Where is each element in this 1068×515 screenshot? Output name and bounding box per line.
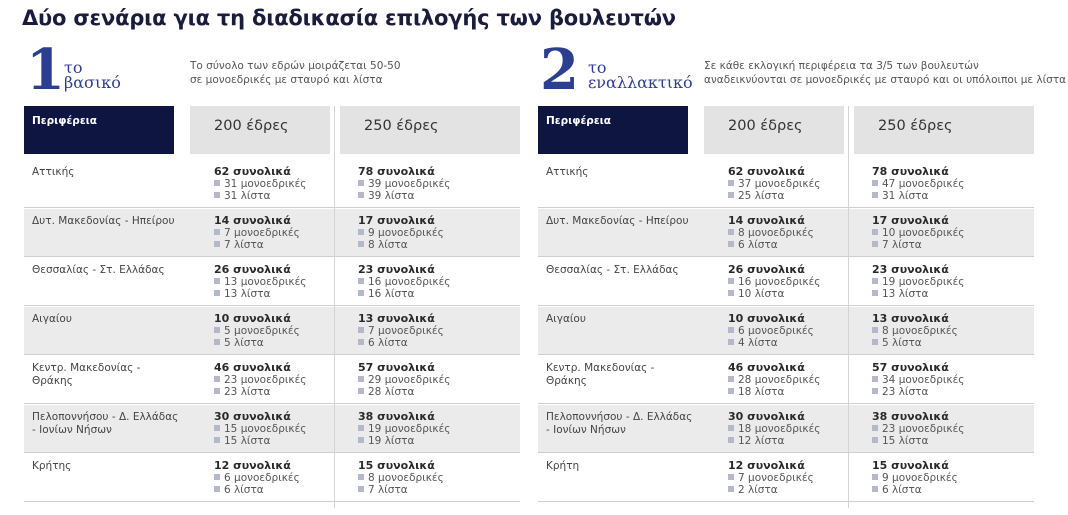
list-count: 19 λίστα [368, 435, 415, 447]
description-line2: αναδεικνύονται σε μονοεδρικές με σταυρό και οι υπόλοιποι με λίστα [704, 74, 1067, 86]
scenario-subtitle [588, 60, 693, 90]
seat-total: 57 συνολικά [872, 361, 949, 374]
table-row [538, 405, 1034, 453]
bullet-square-icon [728, 192, 734, 198]
region-name: Κεντρ. Μακεδονίας - Θράκης [32, 362, 141, 387]
bullet-square-icon [214, 278, 220, 284]
single-member-count: 8 μονοεδρικές [738, 227, 814, 239]
bullet-square-icon [728, 486, 734, 492]
bullet-square-icon [872, 339, 878, 345]
single-member-count: 6 μονοεδρικές [224, 472, 300, 484]
single-member-line [214, 472, 300, 484]
header-region: Περιφέρεια [538, 106, 688, 154]
single-member-count: 10 μονοεδρικές [882, 227, 965, 239]
scenario-panel [538, 37, 1067, 512]
region-name: Αττικής [32, 166, 75, 178]
single-member-line [728, 472, 814, 484]
table-row [24, 356, 520, 404]
list-line [728, 435, 820, 447]
single-member-line [728, 325, 814, 337]
list-count: 15 λίστα [882, 435, 929, 447]
bullet-square-icon [872, 474, 878, 480]
list-count: 6 λίστα [224, 484, 264, 496]
list-line [872, 337, 958, 349]
scenario-number: 1 [26, 37, 65, 103]
bullet-square-icon [872, 486, 878, 492]
single-member-line [214, 423, 306, 435]
table-row [538, 209, 1034, 257]
single-member-line [358, 374, 450, 386]
single-member-count: 7 μονοεδρικές [368, 325, 444, 337]
list-line [872, 190, 964, 202]
bullet-square-icon [214, 180, 220, 186]
bullet-square-icon [728, 437, 734, 443]
cell-200-seats [214, 264, 306, 300]
bullet-square-icon [358, 229, 364, 235]
region-name: Κρήτη [546, 460, 580, 472]
list-line [358, 190, 450, 202]
scenario-subtitle-line2: βασικό [64, 73, 121, 92]
bullet-square-icon [214, 229, 220, 235]
scenario-subtitle-line1: το [64, 58, 83, 77]
list-count: 8 λίστα [368, 239, 408, 251]
cell-200-seats [728, 264, 820, 300]
single-member-line [728, 374, 820, 386]
list-count: 7 λίστα [224, 239, 264, 251]
header-250-seats: 250 έδρες [854, 106, 1034, 154]
cell-200-seats [214, 362, 306, 398]
list-count: 10 λίστα [738, 288, 785, 300]
header-200-seats: 200 έδρες [704, 106, 844, 154]
cell-200-seats [728, 411, 820, 447]
scenario-subtitle-line1: το [588, 58, 607, 77]
seat-total: 46 συνολικά [728, 361, 805, 374]
single-member-count: 31 μονοεδρικές [224, 178, 307, 190]
single-member-count: 7 μονοεδρικές [224, 227, 300, 239]
table-row [538, 307, 1034, 355]
single-member-line [214, 374, 306, 386]
region-name: Αιγαίου [546, 313, 586, 325]
single-member-line [358, 423, 450, 435]
single-member-line [728, 276, 820, 288]
single-member-line [214, 276, 306, 288]
bullet-square-icon [358, 180, 364, 186]
cell-200-seats [728, 166, 820, 202]
bullet-square-icon [728, 278, 734, 284]
single-member-line [872, 325, 958, 337]
bullet-square-icon [358, 474, 364, 480]
single-member-count: 23 μονοεδρικές [882, 423, 965, 435]
list-line [728, 239, 814, 251]
bullet-square-icon [214, 388, 220, 394]
bullet-square-icon [728, 229, 734, 235]
list-count: 5 λίστα [224, 337, 264, 349]
bullet-square-icon [728, 474, 734, 480]
table-row [538, 356, 1034, 404]
seat-total: 78 συνολικά [358, 165, 435, 178]
bullet-square-icon [358, 486, 364, 492]
cell-250-seats [872, 166, 964, 202]
cell-200-seats [728, 313, 814, 349]
bullet-square-icon [872, 180, 878, 186]
list-line [214, 288, 306, 300]
scenario-number: 2 [540, 37, 579, 103]
scenario-description [704, 59, 1068, 87]
cell-200-seats [214, 411, 306, 447]
list-line [214, 435, 306, 447]
list-line [358, 386, 450, 398]
seat-total: 13 συνολικά [358, 312, 435, 325]
table-row [538, 454, 1034, 502]
table-row [24, 405, 520, 453]
region-name: Πελοποννήσου - Δ. Ελλάδας - Ιονίων Νήσων [32, 411, 179, 436]
cell-250-seats [872, 313, 958, 349]
list-line [358, 239, 444, 251]
single-member-count: 29 μονοεδρικές [368, 374, 451, 386]
bullet-square-icon [872, 241, 878, 247]
list-count: 15 λίστα [224, 435, 271, 447]
single-member-line [358, 472, 444, 484]
single-member-line [214, 227, 300, 239]
single-member-line [214, 325, 300, 337]
bullet-square-icon [214, 327, 220, 333]
single-member-count: 15 μονοεδρικές [224, 423, 307, 435]
single-member-line [358, 178, 450, 190]
single-member-count: 8 μονοεδρικές [368, 472, 444, 484]
bullet-square-icon [872, 376, 878, 382]
bullet-square-icon [214, 437, 220, 443]
region-name: Αιγαίου [32, 313, 72, 325]
cell-200-seats [728, 460, 814, 496]
cell-200-seats [728, 215, 814, 251]
list-count: 16 λίστα [368, 288, 415, 300]
list-line [728, 386, 820, 398]
cell-250-seats [872, 264, 964, 300]
cell-200-seats [214, 166, 306, 202]
bullet-square-icon [358, 388, 364, 394]
seat-total: 10 συνολικά [214, 312, 291, 325]
bullet-square-icon [358, 376, 364, 382]
single-member-count: 37 μονοεδρικές [738, 178, 821, 190]
seat-total: 30 συνολικά [214, 410, 291, 423]
list-line [872, 435, 964, 447]
seat-total: 57 συνολικά [358, 361, 435, 374]
cell-200-seats [214, 313, 300, 349]
bullet-square-icon [358, 278, 364, 284]
table-row [24, 258, 520, 306]
table-row [24, 454, 520, 502]
single-member-count: 8 μονοεδρικές [882, 325, 958, 337]
single-member-line [872, 472, 958, 484]
bullet-square-icon [872, 437, 878, 443]
cell-250-seats [872, 362, 964, 398]
list-line [728, 190, 820, 202]
single-member-count: 19 μονοεδρικές [882, 276, 965, 288]
bullet-square-icon [872, 278, 878, 284]
seat-total: 23 συνολικά [872, 263, 949, 276]
list-count: 23 λίστα [224, 386, 271, 398]
seat-total: 23 συνολικά [358, 263, 435, 276]
page-title: Δύο σενάρια για τη διαδικασία επιλογής των βουλευτών [22, 6, 676, 30]
list-line [358, 288, 450, 300]
bullet-square-icon [214, 474, 220, 480]
list-count: 28 λίστα [368, 386, 415, 398]
list-line [358, 435, 450, 447]
single-member-count: 18 μονοεδρικές [738, 423, 821, 435]
bullet-square-icon [728, 376, 734, 382]
region-name: Δυτ. Μακεδονίας - Ηπείρου [32, 215, 175, 227]
list-count: 7 λίστα [882, 239, 922, 251]
single-member-count: 34 μονοεδρικές [882, 374, 965, 386]
region-name: Κεντρ. Μακεδονίας - Θράκης [546, 362, 655, 387]
cell-250-seats [358, 166, 450, 202]
table-row [538, 160, 1034, 208]
bullet-square-icon [358, 339, 364, 345]
single-member-count: 39 μονοεδρικές [368, 178, 451, 190]
scenario-panel [24, 37, 524, 512]
bullet-square-icon [728, 339, 734, 345]
cell-200-seats [214, 215, 300, 251]
bullet-square-icon [872, 327, 878, 333]
bullet-square-icon [728, 327, 734, 333]
seat-total: 78 συνολικά [872, 165, 949, 178]
bullet-square-icon [358, 425, 364, 431]
seat-total: 13 συνολικά [872, 312, 949, 325]
list-count: 23 λίστα [882, 386, 929, 398]
table-row [24, 160, 520, 208]
single-member-count: 6 μονοεδρικές [738, 325, 814, 337]
column-divider [334, 106, 335, 508]
single-member-count: 28 μονοεδρικές [738, 374, 821, 386]
cell-250-seats [358, 215, 444, 251]
seat-total: 14 συνολικά [214, 214, 291, 227]
region-name: Αττικής [546, 166, 589, 178]
table-row [538, 258, 1034, 306]
cell-250-seats [872, 460, 958, 496]
list-count: 2 λίστα [738, 484, 778, 496]
single-member-line [872, 178, 964, 190]
bullet-square-icon [872, 229, 878, 235]
single-member-line [872, 374, 964, 386]
cell-250-seats [872, 411, 964, 447]
cell-250-seats [358, 264, 450, 300]
single-member-count: 9 μονοεδρικές [882, 472, 958, 484]
seat-total: 15 συνολικά [872, 459, 949, 472]
list-count: 25 λίστα [738, 190, 785, 202]
description-line1: Σε κάθε εκλογική περιφέρεια τα 3/5 των βουλευτών [704, 60, 979, 72]
scenario-subtitle-line2: εναλλακτικό [588, 73, 693, 92]
bullet-square-icon [358, 437, 364, 443]
bullet-square-icon [872, 290, 878, 296]
list-line [872, 386, 964, 398]
list-count: 13 λίστα [882, 288, 929, 300]
seat-total: 14 συνολικά [728, 214, 805, 227]
list-line [214, 386, 306, 398]
single-member-line [358, 276, 450, 288]
cell-250-seats [358, 362, 450, 398]
cell-200-seats [728, 362, 820, 398]
bullet-square-icon [358, 192, 364, 198]
single-member-line [214, 178, 306, 190]
bullet-square-icon [728, 241, 734, 247]
list-count: 31 λίστα [224, 190, 271, 202]
seat-total: 26 συνολικά [214, 263, 291, 276]
cell-250-seats [358, 313, 444, 349]
description-line1: Το σύνολο των εδρών μοιράζεται 50-50 [190, 60, 401, 72]
list-count: 6 λίστα [882, 484, 922, 496]
seat-total: 12 συνολικά [214, 459, 291, 472]
single-member-line [358, 325, 444, 337]
seat-total: 10 συνολικά [728, 312, 805, 325]
single-member-line [728, 227, 814, 239]
bullet-square-icon [214, 376, 220, 382]
table-row [24, 307, 520, 355]
seat-total: 17 συνολικά [358, 214, 435, 227]
bullet-square-icon [872, 425, 878, 431]
list-line [214, 190, 306, 202]
scenario-subtitle [64, 60, 121, 90]
bullet-square-icon [214, 486, 220, 492]
bullet-square-icon [358, 327, 364, 333]
single-member-count: 23 μονοεδρικές [224, 374, 307, 386]
seat-total: 46 συνολικά [214, 361, 291, 374]
header-200-seats: 200 έδρες [190, 106, 330, 154]
bullet-square-icon [872, 192, 878, 198]
list-count: 39 λίστα [368, 190, 415, 202]
region-name: Θεσσαλίας - Στ. Ελλάδας [32, 264, 165, 276]
cell-200-seats [214, 460, 300, 496]
list-count: 5 λίστα [882, 337, 922, 349]
table-row [24, 209, 520, 257]
single-member-line [728, 178, 820, 190]
region-name: Πελοποννήσου - Δ. Ελλάδας - Ιονίων Νήσων [546, 411, 693, 436]
list-line [872, 288, 964, 300]
list-count: 13 λίστα [224, 288, 271, 300]
seat-total: 38 συνολικά [872, 410, 949, 423]
bullet-square-icon [728, 180, 734, 186]
single-member-count: 9 μονοεδρικές [368, 227, 444, 239]
list-line [728, 337, 814, 349]
header-region: Περιφέρεια [24, 106, 174, 154]
bullet-square-icon [358, 290, 364, 296]
cell-250-seats [358, 411, 450, 447]
bullet-square-icon [214, 425, 220, 431]
bullet-square-icon [728, 425, 734, 431]
single-member-count: 47 μονοεδρικές [882, 178, 965, 190]
seat-total: 62 συνολικά [728, 165, 805, 178]
seat-total: 26 συνολικά [728, 263, 805, 276]
seat-total: 15 συνολικά [358, 459, 435, 472]
bullet-square-icon [872, 388, 878, 394]
seat-total: 38 συνολικά [358, 410, 435, 423]
bullet-square-icon [214, 339, 220, 345]
seat-total: 30 συνολικά [728, 410, 805, 423]
list-line [214, 484, 300, 496]
list-line [358, 337, 444, 349]
bullet-square-icon [358, 241, 364, 247]
single-member-line [872, 227, 964, 239]
scenario-description [190, 59, 401, 87]
list-line [728, 288, 820, 300]
list-line [214, 239, 300, 251]
single-member-line [872, 276, 964, 288]
description-line2: σε μονοεδρικές με σταυρό και λίστα [190, 74, 383, 86]
list-line [872, 239, 964, 251]
list-count: 6 λίστα [738, 239, 778, 251]
bullet-square-icon [728, 290, 734, 296]
list-line [214, 337, 300, 349]
single-member-count: 13 μονοεδρικές [224, 276, 307, 288]
single-member-line [358, 227, 444, 239]
bullet-square-icon [214, 241, 220, 247]
seat-total: 12 συνολικά [728, 459, 805, 472]
list-count: 12 λίστα [738, 435, 785, 447]
single-member-line [728, 423, 820, 435]
region-name: Θεσσαλίας - Στ. Ελλάδας [546, 264, 679, 276]
cell-250-seats [872, 215, 964, 251]
cell-250-seats [358, 460, 444, 496]
single-member-count: 5 μονοεδρικές [224, 325, 300, 337]
region-name: Δυτ. Μακεδονίας - Ηπείρου [546, 215, 689, 227]
list-count: 6 λίστα [368, 337, 408, 349]
bullet-square-icon [214, 192, 220, 198]
list-count: 31 λίστα [882, 190, 929, 202]
region-name: Κρήτης [32, 460, 72, 472]
seat-total: 17 συνολικά [872, 214, 949, 227]
single-member-count: 19 μονοεδρικές [368, 423, 451, 435]
list-line [358, 484, 444, 496]
bullet-square-icon [214, 290, 220, 296]
list-line [872, 484, 958, 496]
list-count: 18 λίστα [738, 386, 785, 398]
header-250-seats: 250 έδρες [340, 106, 520, 154]
list-line [728, 484, 814, 496]
bullet-square-icon [728, 388, 734, 394]
single-member-count: 7 μονοεδρικές [738, 472, 814, 484]
single-member-count: 16 μονοεδρικές [738, 276, 821, 288]
single-member-count: 16 μονοεδρικές [368, 276, 451, 288]
column-divider [848, 106, 849, 508]
single-member-line [872, 423, 964, 435]
seat-total: 62 συνολικά [214, 165, 291, 178]
list-count: 7 λίστα [368, 484, 408, 496]
list-count: 4 λίστα [738, 337, 778, 349]
